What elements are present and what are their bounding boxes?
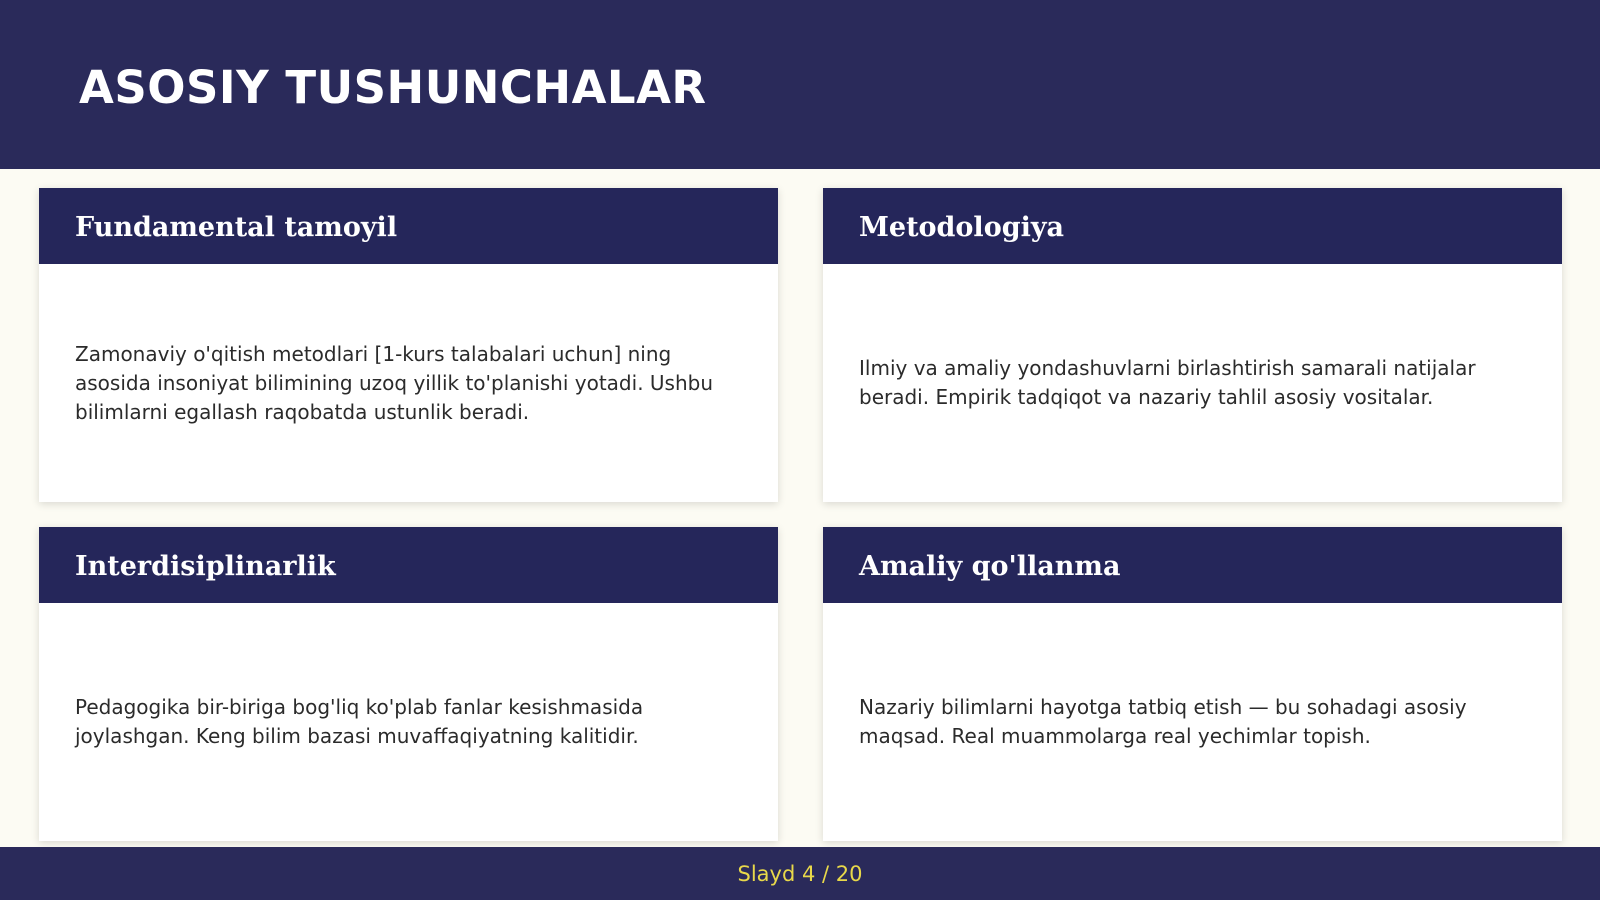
card-text: Zamonaviy o'qitish metodlari [1-kurs talabalari uchun] ning asosida insoniyat bilimining uzoq yillik to'planishi yotadi. Ushbu bilimlarni egallash raqobatda ustunlik beradi. — [75, 341, 714, 424]
concept-card-practical — [823, 527, 1562, 841]
card-title: Interdisiplinarlik — [75, 551, 336, 582]
concept-card-fundamental — [39, 188, 778, 502]
card-header — [823, 188, 1562, 264]
card-body — [859, 603, 1526, 841]
card-header — [823, 527, 1562, 603]
slide-header — [0, 0, 1600, 169]
card-text: Pedagogika bir-biriga bog'liq ko'plab fanlar kesishmasida joylashgan. Keng bilim bazasi muvaffaqiyatning kalitidir. — [75, 695, 644, 748]
card-header — [39, 188, 778, 264]
card-title: Metodologiya — [859, 212, 1065, 243]
concept-card-interdisciplinary — [39, 527, 778, 841]
card-header — [39, 527, 778, 603]
slide-counter: Slayd 4 / 20 — [737, 861, 863, 886]
slide-footer — [0, 847, 1600, 900]
slide-title: ASOSIY TUSHUNCHALAR — [79, 61, 707, 114]
card-title: Fundamental tamoyil — [75, 212, 398, 243]
card-text: Ilmiy va amaliy yondashuvlarni birlashtirish samarali natijalar beradi. Empirik tadqiqot va nazariy tahlil asosiy vositalar. — [859, 356, 1476, 409]
card-body — [859, 264, 1526, 502]
concept-card-methodology — [823, 188, 1562, 502]
card-title: Amaliy qo'llanma — [859, 551, 1121, 582]
card-text: Nazariy bilimlarni hayotga tatbiq etish — bu sohadagi asosiy maqsad. Real muammolarga real yechimlar topish. — [859, 695, 1467, 748]
card-body — [75, 264, 742, 502]
card-body — [75, 603, 742, 841]
